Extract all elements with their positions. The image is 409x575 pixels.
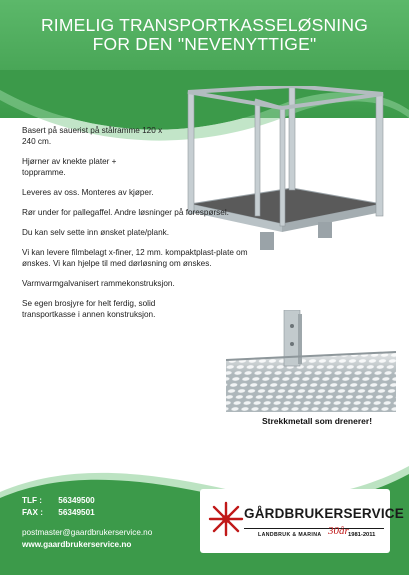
- website-link[interactable]: www.gaardbrukerservice.no: [22, 540, 132, 549]
- paragraph: Rør under for pallegaffel. Andre løsninger på forespørsel.: [22, 208, 229, 217]
- logo-divider: [244, 528, 384, 529]
- logo-name: GÅRDBRUKERSERVICE: [244, 506, 404, 521]
- page-title: [0, 16, 409, 54]
- paragraph: Du kan selv sette inn ønsket plate/plank.: [22, 228, 169, 237]
- logo-years: 1981-2011: [348, 532, 376, 538]
- paragraph: Se egen brosjyre for helt ferdig, solid transportkasse i annen konstruksjon.: [22, 299, 156, 319]
- paragraph: Hjørner av knekte plater + toppramme.: [22, 157, 117, 177]
- photo-caption: Strekkmetall som drenerer!: [261, 416, 373, 426]
- fax-number: 56349501: [58, 508, 95, 517]
- description-text: [22, 125, 247, 329]
- star-burst-icon: [206, 499, 246, 539]
- logo-anniversary: 30år: [328, 525, 349, 537]
- title-line-2: FOR DEN "NEVENYTTIGE": [92, 34, 317, 54]
- paragraph: Leveres av oss. Monteres av kjøper.: [22, 188, 154, 197]
- phone-row: [22, 495, 152, 507]
- title-line-1: RIMELIG TRANSPORTKASSELØSNING: [40, 15, 369, 35]
- email-link[interactable]: postmaster@gaardbrukerservice.no: [22, 528, 153, 537]
- fax-label: FAX :: [22, 508, 43, 517]
- fax-row: [22, 507, 152, 519]
- paragraph: Varmvarmgalvanisert rammekonstruksjon.: [22, 279, 175, 288]
- company-logo: [200, 489, 404, 553]
- expanded-metal-image: [226, 310, 396, 412]
- paragraph: Basert på sauerist på stålramme 120 x 240 cm.: [22, 126, 163, 146]
- paragraph: Vi kan levere filmbelagt x-finer, 12 mm. kompaktplast-plate om ønskes. Vi kan hjelpe til med dørløsning om ønskes.: [22, 248, 248, 268]
- phone-number[interactable]: 56349500: [58, 496, 95, 505]
- contact-info: [22, 495, 152, 551]
- phone-label: TLF :: [22, 496, 43, 505]
- logo-subtitle: LANDBRUK & MARINA: [258, 532, 322, 538]
